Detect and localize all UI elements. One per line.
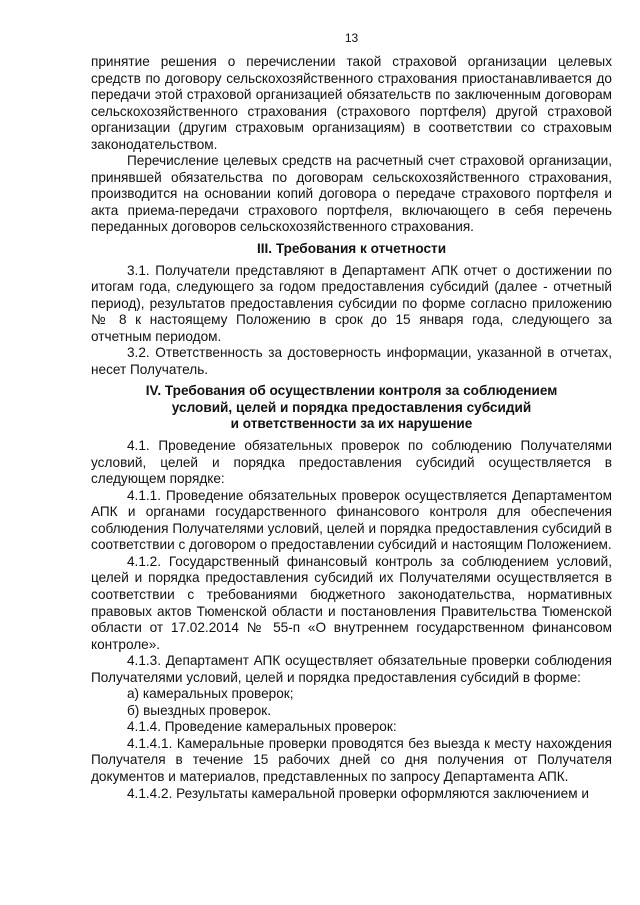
paragraph-continuation: принятие решения о перечислении такой страховой организации целевых средств по договору сельскохозяйственного страхования приостанавливается до передачи этой страховой организацией обязательств по заключенным договорам сельскохозяйственного страхования (страхового портфеля) другой страховой организации (другим страховым организациям) в соответствии со страховым законодательством. (91, 54, 612, 152)
list-item-a: а) камеральных проверок; (127, 686, 294, 702)
section-4-heading (91, 383, 612, 433)
document-body (91, 54, 612, 802)
section-4-heading-line-1: IV. Требования об осуществлении контроля за соблюдением (145, 383, 558, 399)
paragraph-3-2: 3.2. Ответственность за достоверность информации, указанной в отчетах, несет Получатель. (91, 345, 612, 377)
paragraph-4-1-4-2: 4.1.4.2. Результаты камеральной проверки оформляются заключением и (127, 785, 589, 801)
paragraph-4-1: 4.1. Проведение обязательных проверок по соблюдению Получателями условий, целей и порядка предоставления субсидий осуществляется в следующем порядке: (91, 438, 612, 487)
paragraph-3-1: 3.1. Получатели представляют в Департамент АПК отчет о достижении по итогам года, следующего за годом предоставления субсидий (далее - отчетный период), результатов предоставления субсидии по форме согласно приложению № 8 к настоящему Положению в срок до 15 января года, следующего за отчетным периодом. (91, 262, 612, 344)
page-number: 13 (344, 31, 359, 45)
section-3-heading: III. Требования к отчетности (256, 241, 447, 257)
paragraph-4-1-1: 4.1.1. Проведение обязательных проверок осуществляется Департаментом АПК и органами государственного финансового контроля для обеспечения соблюдения Получателями условий, целей и порядка предоставления субсидий в соответствии с договором о предоставлении субсидий и настоящим Положением. (91, 487, 612, 553)
paragraph-4-1-2: 4.1.2. Государственный финансовый контроль за соблюдением условий, целей и порядка предоставления субсидий их Получателями осуществляется в соответствии с требованиями бюджетного законодательства, нормативных правовых актов Тюменской области и постановления Правительства Тюменской области от 17.02.2014 № 55-п «О внутреннем государственном финансовом контроле». (91, 553, 612, 652)
paragraph-4-1-3: 4.1.3. Департамент АПК осуществляет обязательные проверки соблюдения Получателями условий, целей и порядка предоставления субсидий в форме: (91, 653, 612, 685)
list-item-b: б) выездных проверок. (127, 702, 272, 718)
section-4-heading-line-2: условий, целей и порядка предоставления субсидий (171, 399, 532, 415)
paragraph-transfer: Перечисление целевых средств на расчетный счет страховой организации, принявшей обязательства по договорам сельскохозяйственного страхования, производится на основании копий договора о передаче страхового портфеля и акта приема-передачи страхового портфеля, включающего в себя перечень переданных договоров сельскохозяйственного страхования. (91, 153, 612, 235)
paragraph-4-1-4-1: 4.1.4.1. Камеральные проверки проводятся без выезда к месту нахождения Получателя в течение 15 рабочих дней со дня получения от Получателя документов и материалов, представленных по запросу Департамента АПК. (91, 735, 612, 784)
paragraph-4-1-4: 4.1.4. Проведение камеральных проверок: (127, 719, 397, 735)
section-4-heading-line-3: и ответственности за их нарушение (230, 416, 473, 432)
